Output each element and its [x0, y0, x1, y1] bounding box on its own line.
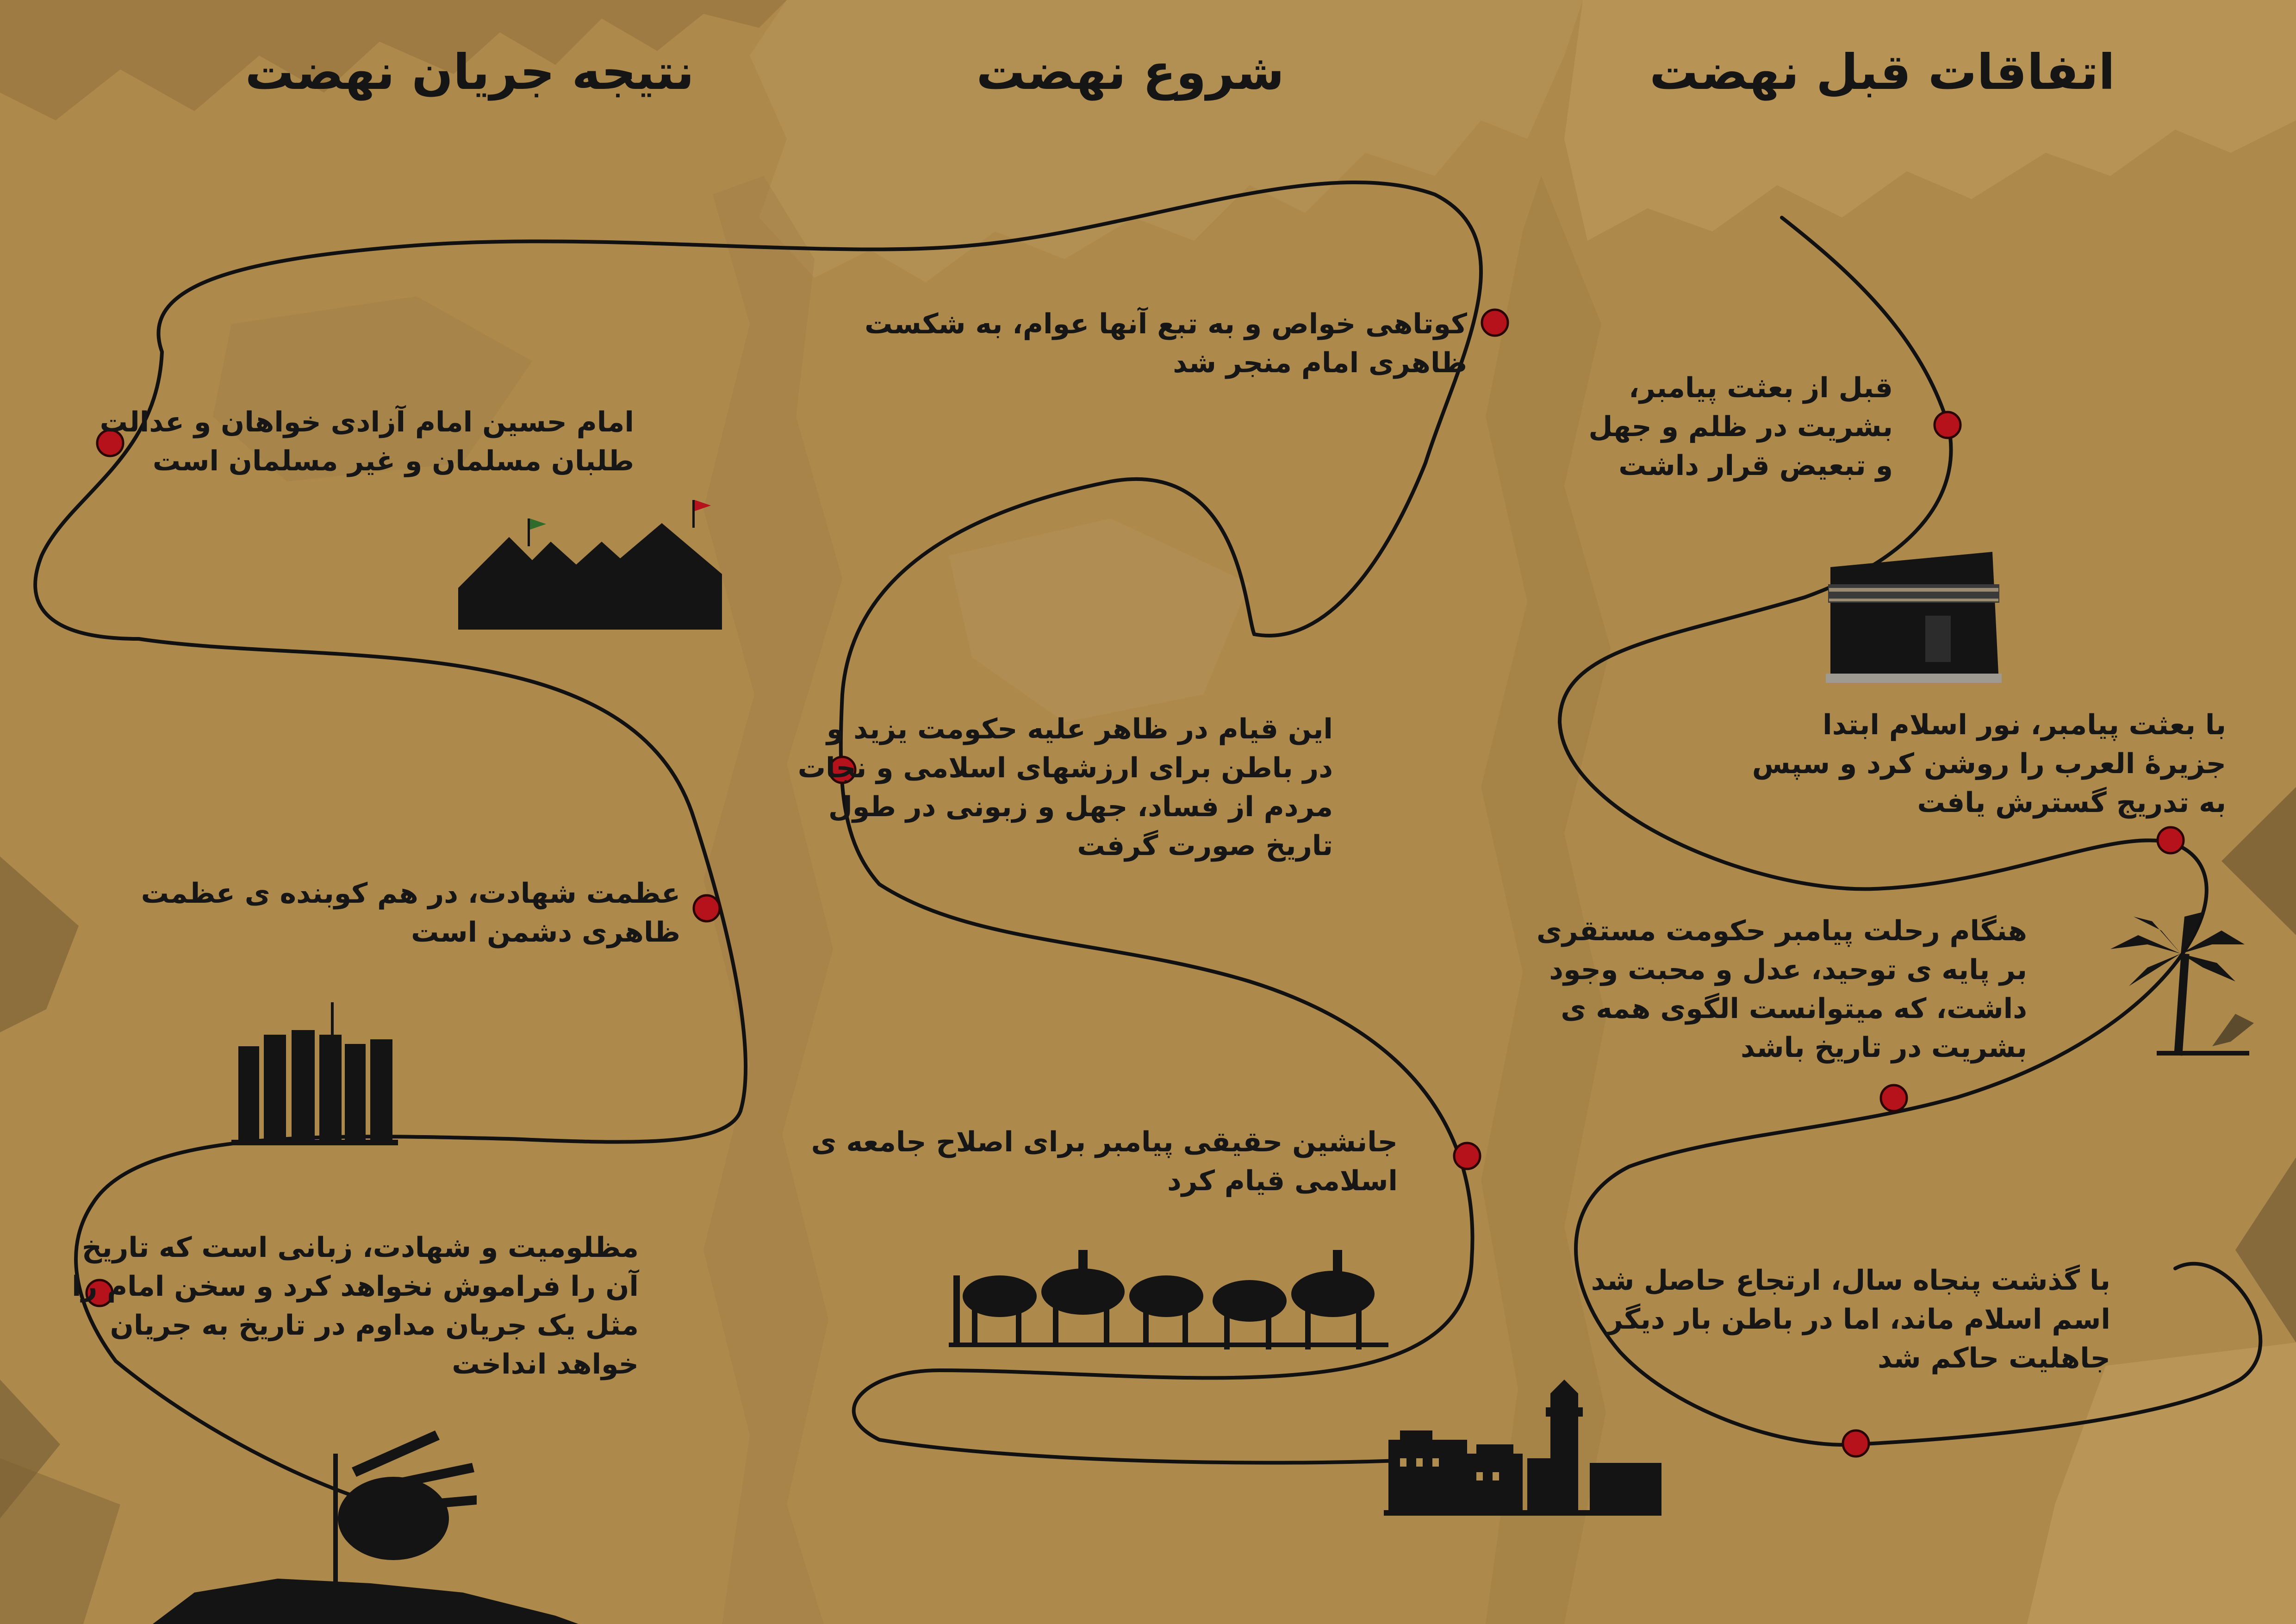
column-title-uprising-start: شروع نهضت: [976, 44, 1284, 100]
column-title-uprising-result: نتیجه جریان نهضت: [245, 44, 694, 100]
timeline-marker: [1482, 310, 1508, 336]
city-skyline-icon: [1384, 1380, 1661, 1516]
tents-icon: [458, 500, 722, 630]
column-title-before-uprising: اتفاقات قبل نهضت: [1649, 44, 2115, 100]
warriors-icon: [231, 1002, 398, 1145]
timeline-marker: [694, 895, 720, 921]
palm-tree-icon: [2110, 912, 2254, 1056]
event-note-martyrdom-greatness: عظمت شهادت، در هم کوبنده ی عظمت ظاهری دشمن است: [141, 877, 680, 949]
event-note-freedom-leader: امام حسین امام آزادی خواهان و عدالت طلبان مسلمان و غیر مسلمان است: [100, 406, 634, 477]
event-note-pre-prophet: قبل از بعثت پیامبر، بشریت در ظلم و جهل و تبعیض قرار داشت: [1588, 372, 1893, 482]
event-note-true-successor: جانشین حقیقی پیامبر برای اصلاح جامعه ی اسلامی قیام کرد: [811, 1126, 1398, 1197]
event-note-oppression-language: مظلومیت و شهادت، زبانی است که تاریخ آن را فراموش نخواهد کرد و سخن امام را مثل یک جریان مداوم در تاریخ به جریان خواهد انداخت: [72, 1231, 639, 1380]
event-note-elite-failure: کوتاهی خواص و به تبع آنها عوام، به شکست ظاهری امام منجر شد: [865, 308, 1467, 379]
event-note-regression: با گذشت پنجاه سال، ارتجاع حاصل شد اسم اسلام ماند، اما در باطن بار دیگر جاهلیت حاکم شد: [1591, 1264, 2110, 1374]
kaaba-icon: [1826, 552, 2002, 683]
event-note-uprising-purpose: این قیام در ظاهر علیه حکومت یزید و در باطن برای ارزشهای اسلامی و نجات مردم از فساد، جهل و زبونی در طول تاریخ صورت گرفت: [797, 713, 1333, 862]
camel-caravan-icon: [949, 1250, 1388, 1349]
timeline-marker: [1935, 412, 1960, 438]
timeline-marker: [1454, 1143, 1480, 1169]
fallen-warrior-icon: [153, 1430, 579, 1624]
event-note-prophet-passing: هنگام رحلت پیامبر حکومت مستقری بر پایه ی توحید، عدل و محبت وجود داشت، که میتوانست الگوی همه ی بشریت در تاریخ باشد: [1537, 915, 2027, 1064]
event-note-prophethood: با بعثت پیامبر، نور اسلام ابتدا جزیرهٔ العرب را روشن کرد و سپس به تدریج گسترش یافت: [1752, 709, 2226, 819]
timeline-marker: [1843, 1430, 1869, 1456]
timeline-marker: [1881, 1085, 1907, 1111]
timeline-marker: [2158, 827, 2184, 853]
